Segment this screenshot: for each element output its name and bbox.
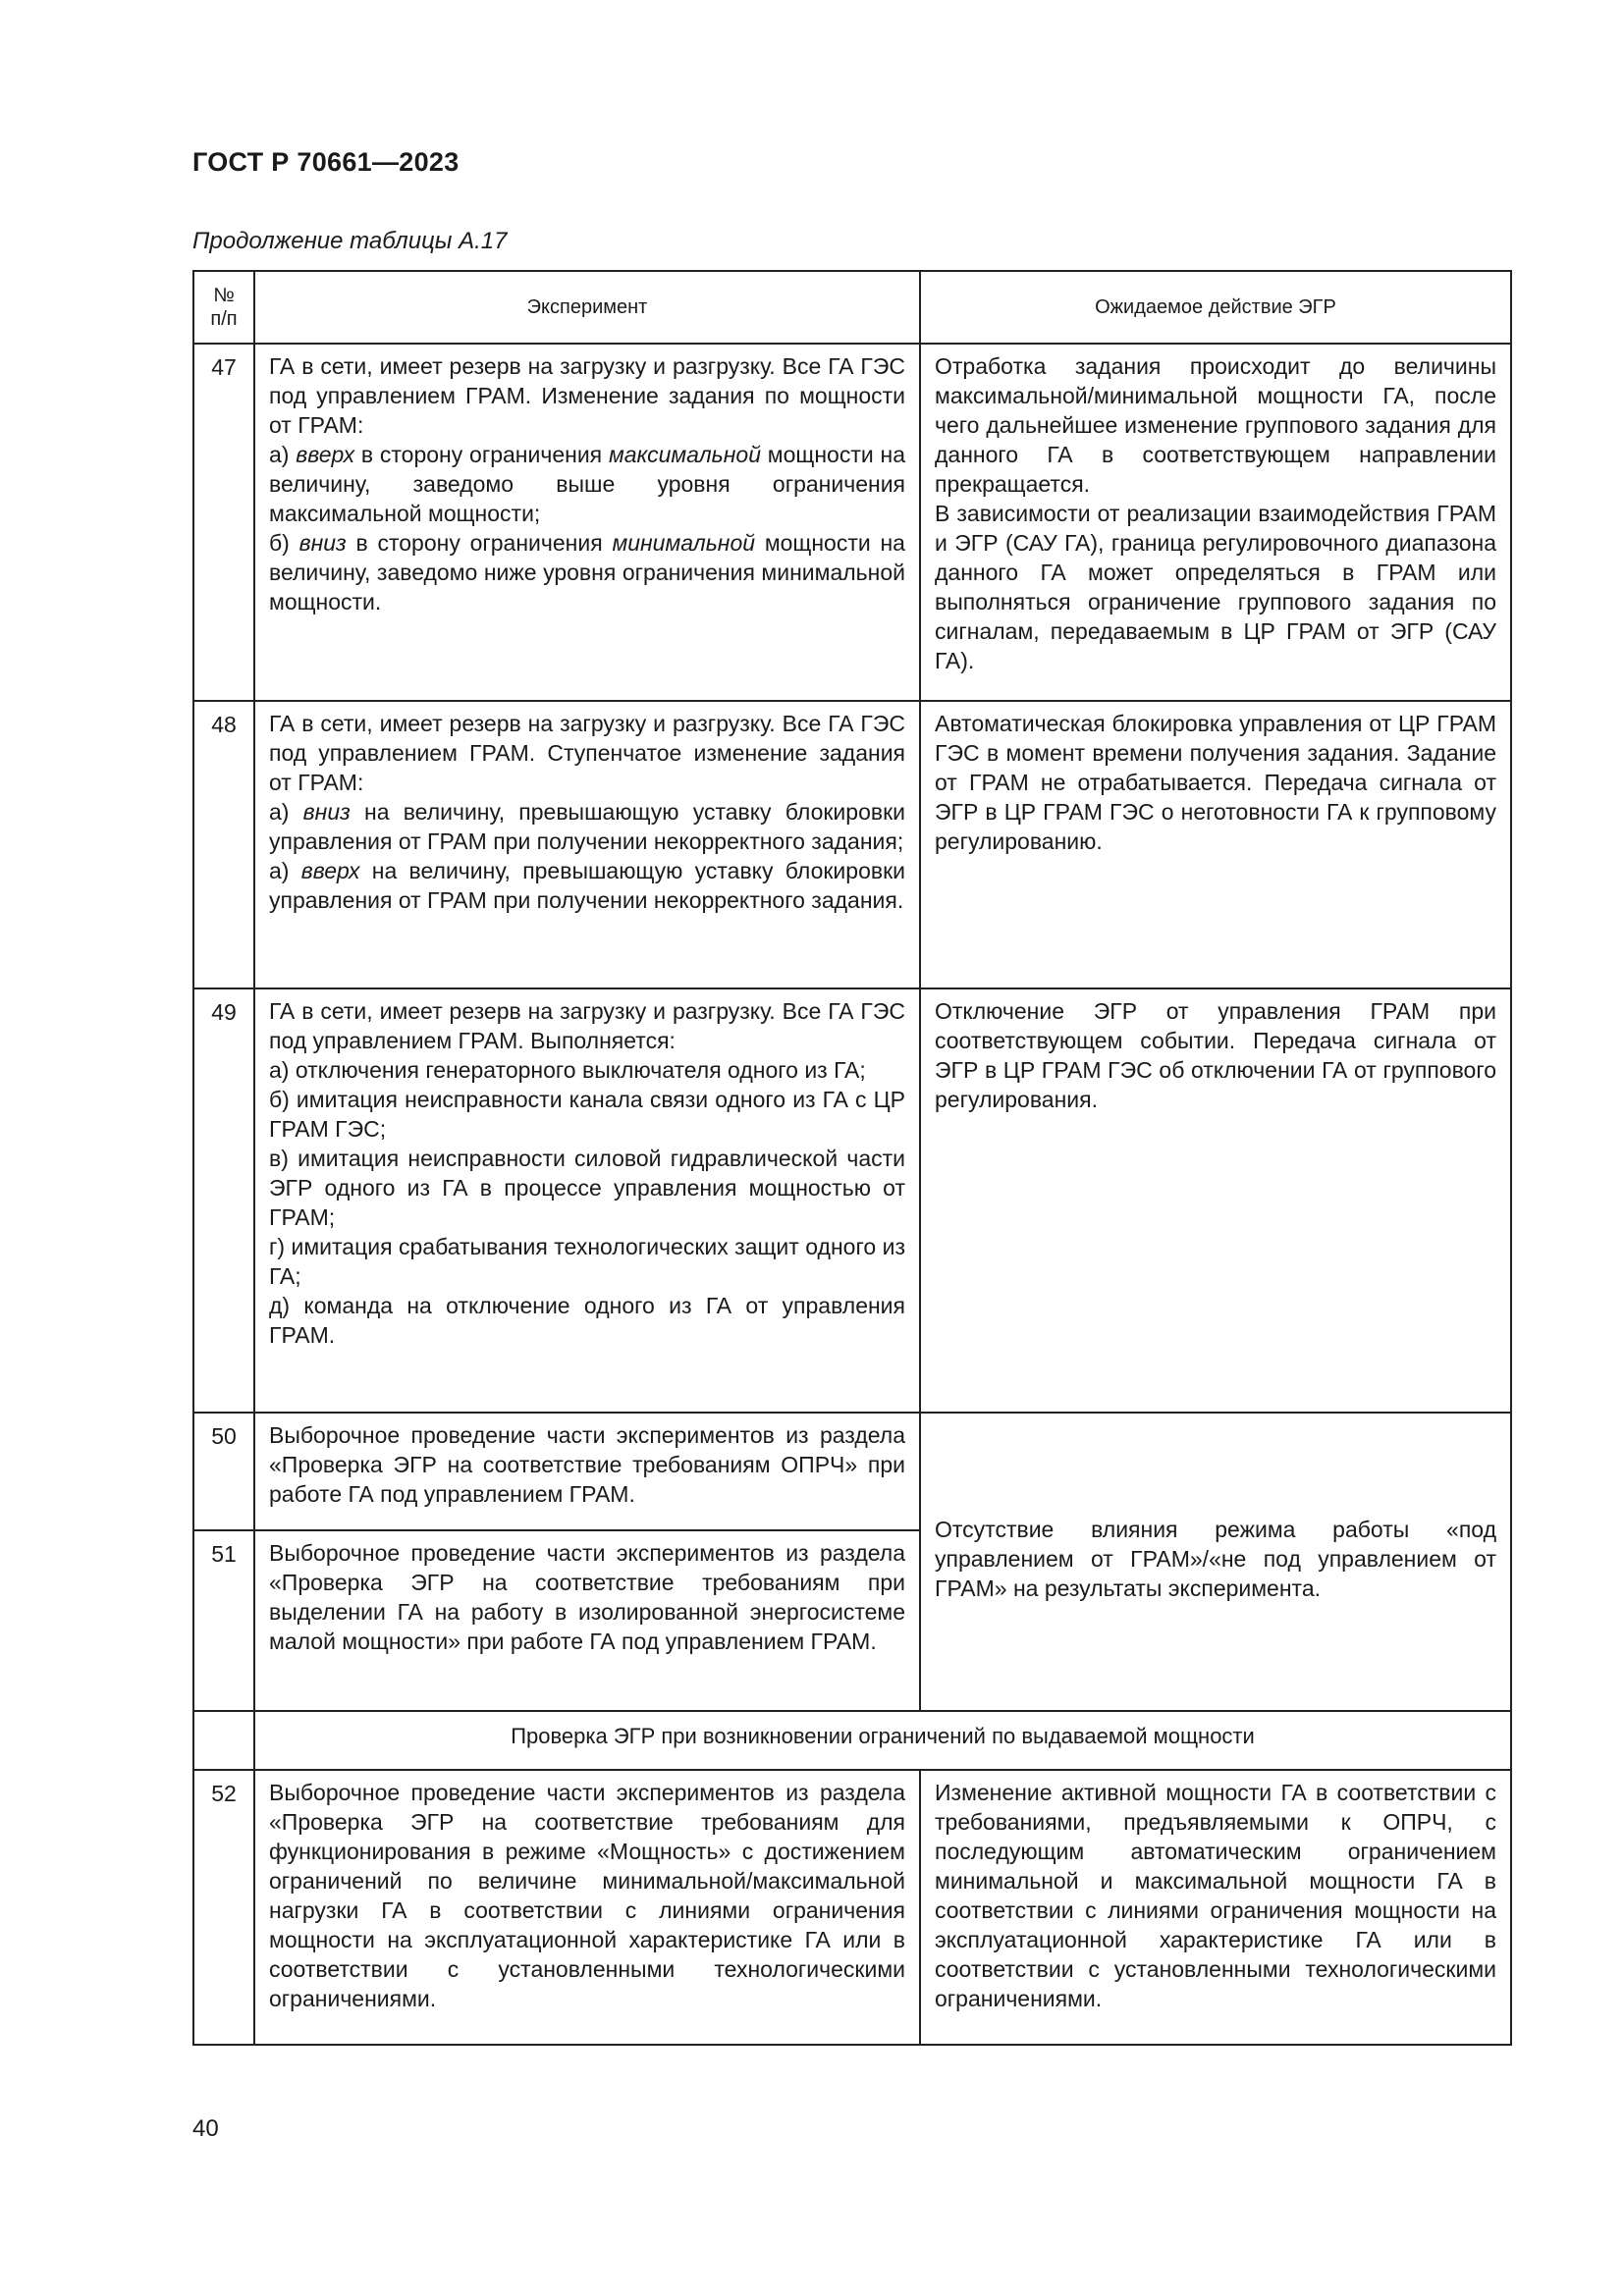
experiment-item-d: г) имитация срабатывания технологических защит одного из ГА;	[269, 1234, 905, 1289]
column-header-experiment: Эксперимент	[254, 271, 920, 344]
table-row-49	[193, 988, 1511, 1413]
action-paragraph-1: Отработка задания происходит до величины максимальной/минимальной мощности ГА, после чего дальнейшее изменение группового задания для данного ГА в соответствующем направлении прекращается.	[935, 353, 1496, 497]
experiment-item-b: б) имитация неисправности канала связи одного из ГА с ЦР ГРАМ ГЭС;	[269, 1087, 905, 1142]
experiment-item-e: д) команда на отключение одного из ГА от управления ГРАМ.	[269, 1293, 905, 1348]
action-cell: Изменение активной мощности ГА в соответствии с требованиями, предъявляемыми к ОПРЧ, с последующим автоматическим ограничением минимальной и максимальной мощности ГА в соответствии с линиями ограничения мощности на эксплуатационной характеристике ГА или в соответствии с установленными технологическими ограничениями.	[920, 1770, 1511, 2045]
table-caption: Продолжение таблицы А.17	[192, 228, 508, 254]
action-cell: Автоматическая блокировка управления от ЦР ГРАМ ГЭС в момент времени получения задания. Задание от ГРАМ не отрабатывается. Передача сигнала от ЭГР в ЦР ГРАМ ГЭС о неготовности ГА к групповому регулированию.	[920, 701, 1511, 988]
column-header-number	[193, 271, 254, 344]
experiments-table	[192, 270, 1512, 2046]
experiment-cell: Выборочное проведение части экспериментов из раздела «Проверка ЭГР на соответствие требованиям при выделении ГА на работу в изолированной энергосистеме малой мощности» при работе ГА под управлением ГРАМ.	[254, 1530, 920, 1711]
row-number: 50	[193, 1413, 254, 1530]
table-row-47	[193, 344, 1511, 701]
experiment-intro: ГА в сети, имеет резерв на загрузку и разгрузку. Все ГА ГЭС под управлением ГРАМ. Ступенчатое изменение задания от ГРАМ:	[269, 711, 905, 795]
page-number: 40	[192, 2115, 219, 2142]
table-row-50	[193, 1413, 1511, 1530]
experiment-item-a: а) вверх в сторону ограничения максимальной мощности на величину, заведомо выше уровня ограничения максимальной мощности;	[269, 442, 905, 526]
experiment-cell	[254, 988, 920, 1413]
experiment-item-a: а) отключения генераторного выключателя одного из ГА;	[269, 1057, 866, 1083]
experiment-cell	[254, 701, 920, 988]
row-number: 47	[193, 344, 254, 701]
section-row	[193, 1711, 1511, 1770]
document-header: ГОСТ Р 70661—2023	[192, 147, 460, 177]
action-cell-merged: Отсутствие влияния режима работы «под управлением от ГРАМ»/«не под управлением от ГРАМ» на результаты эксперимента.	[920, 1413, 1511, 1711]
row-number: 49	[193, 988, 254, 1413]
experiment-cell: Выборочное проведение части экспериментов из раздела «Проверка ЭГР на соответствие требованиям ОПРЧ» при работе ГА под управлением ГРАМ.	[254, 1413, 920, 1530]
experiment-item-a: а) вниз на величину, превышающую уставку блокировки управления от ГРАМ при получении некорректного задания;	[269, 799, 905, 854]
section-empty-cell	[193, 1711, 254, 1770]
column-header-action: Ожидаемое действие ЭГР	[920, 271, 1511, 344]
experiment-item-c: в) имитация неисправности силовой гидравлической части ЭГР одного из ГА в процессе управления мощностью от ГРАМ;	[269, 1146, 905, 1230]
column-header-number-line1: №	[213, 285, 235, 306]
action-cell	[920, 344, 1511, 701]
experiment-intro: ГА в сети, имеет резерв на загрузку и разгрузку. Все ГА ГЭС под управлением ГРАМ. Изменение задания по мощности от ГРАМ:	[269, 353, 905, 438]
column-header-number-line2: п/п	[210, 308, 238, 330]
row-number: 51	[193, 1530, 254, 1711]
experiment-intro: ГА в сети, имеет резерв на загрузку и разгрузку. Все ГА ГЭС под управлением ГРАМ. Выполняется:	[269, 998, 905, 1053]
experiment-cell: Выборочное проведение части экспериментов из раздела «Проверка ЭГР на соответствие требованиям для функционирования в режиме «Мощность» с достижением ограничений по величине минимальной/максимальной нагрузки ГА в соответствии с линиями ограничения мощности на эксплуатационной характеристике ГА или в соответствии с установленными технологическими ограничениями.	[254, 1770, 920, 2045]
table-row-52	[193, 1770, 1511, 2045]
action-paragraph-2: В зависимости от реализации взаимодействия ГРАМ и ЭГР (САУ ГА), граница регулировочного диапазона данного ГА может определяться в ГРАМ или выполняться ограничение группового задания по сигналам, передаваемым в ЦР ГРАМ от ЭГР (САУ ГА).	[935, 501, 1496, 673]
experiment-item-b: а) вверх на величину, превышающую уставку блокировки управления от ГРАМ при получении некорректного задания.	[269, 858, 905, 913]
table-row-48	[193, 701, 1511, 988]
action-cell: Отключение ЭГР от управления ГРАМ при соответствующем событии. Передача сигнала от ЭГР в ЦР ГРАМ ГЭС об отключении ГА от группового регулирования.	[920, 988, 1511, 1413]
row-number: 52	[193, 1770, 254, 2045]
experiment-cell	[254, 344, 920, 701]
experiment-item-b: б) вниз в сторону ограничения минимальной мощности на величину, заведомо ниже уровня ограничения минимальной мощности.	[269, 530, 905, 614]
row-number: 48	[193, 701, 254, 988]
section-title: Проверка ЭГР при возникновении ограничений по выдаваемой мощности	[254, 1711, 1511, 1770]
table-header-row	[193, 271, 1511, 344]
